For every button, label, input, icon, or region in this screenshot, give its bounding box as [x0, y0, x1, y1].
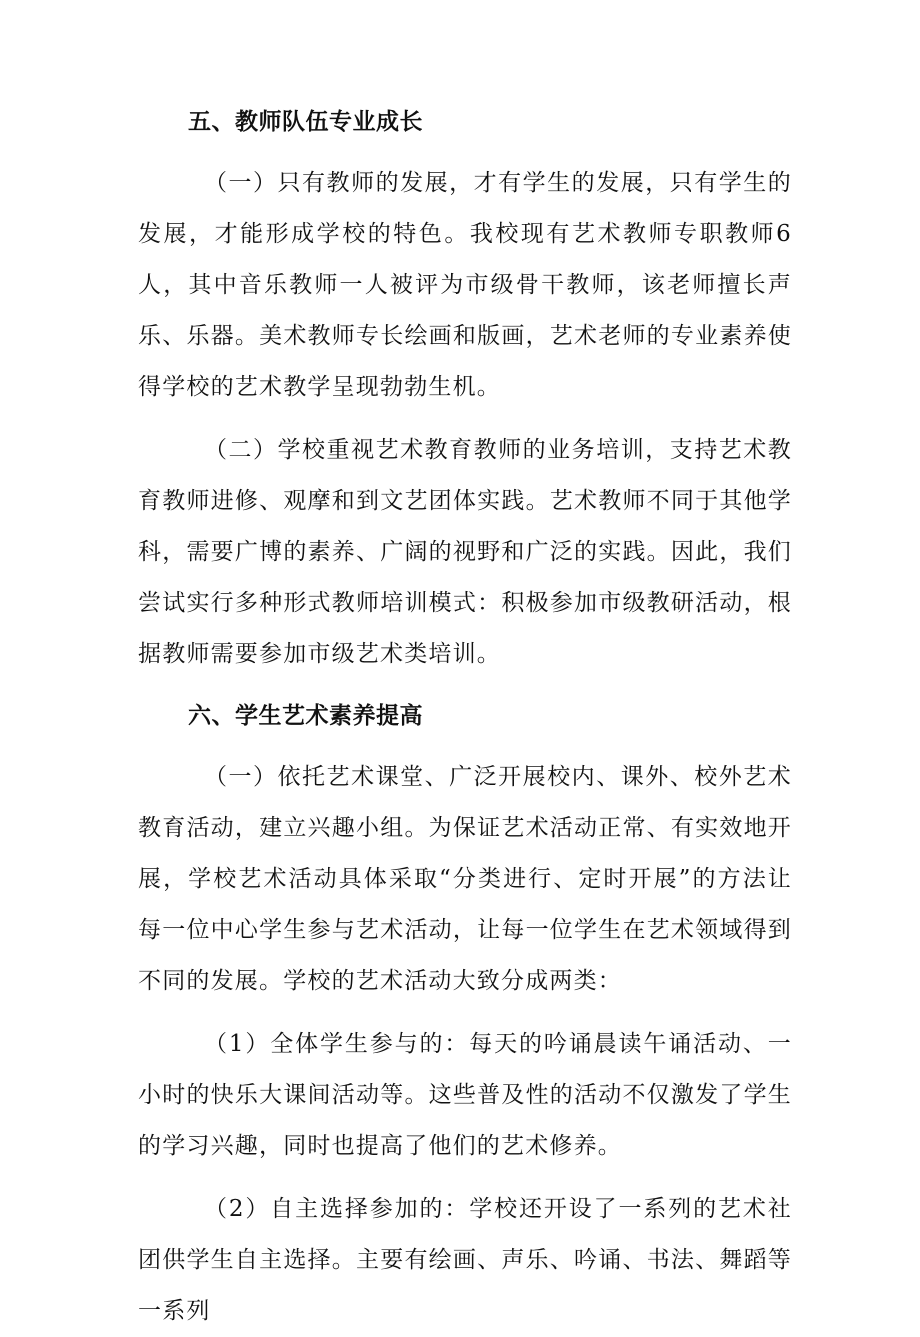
paragraph: （二）学校重视艺术教育教师的业务培训，支持艺术教育教师进修、观摩和到文艺团体实践。艺术教师不同于其他学科，需要广博的素养、广阔的视野和广泛的实践。因此，我们尝试实行多种形式教师培训模式：积极参加市级教研活动，根据教师需要参加市级艺术类培训。: [138, 437, 792, 667]
paragraph: （2）自主选择参加的：学校还开设了一系列的艺术社团供学生自主选择。主要有绘画、声乐、吟诵、书法、舞蹈等一系列: [138, 1196, 792, 1324]
section-heading-student-art: 六、学生艺术素养提高: [188, 702, 423, 729]
paragraph: （一）依托艺术课堂、广泛开展校内、课外、校外艺术教育活动，建立兴趣小组。为保证艺术活动正常、有实效地开展，学校艺术活动具体采取“分类进行、定时开展”的方法让每一位中心学生参与艺术活动，让每一位学生在艺术领域得到不同的发展。学校的艺术活动大致分成两类：: [138, 764, 792, 994]
section-heading-teacher-growth: 五、教师队伍专业成长: [188, 108, 423, 135]
paragraph: （1）全体学生参与的：每天的吟诵晨读午诵活动、一小时的快乐大课间活动等。这些普及性的活动不仅激发了学生的学习兴趣，同时也提高了他们的艺术修养。: [138, 1031, 792, 1159]
paragraph: （一）只有教师的发展，才有学生的发展，只有学生的发展，才能形成学校的特色。我校现有艺术教师专职教师6人，其中音乐教师一人被评为市级骨干教师，该老师擅长声乐、乐器。美术教师专长绘画和版画，艺术老师的专业素养使得学校的艺术教学呈现勃勃生机。: [138, 170, 792, 400]
